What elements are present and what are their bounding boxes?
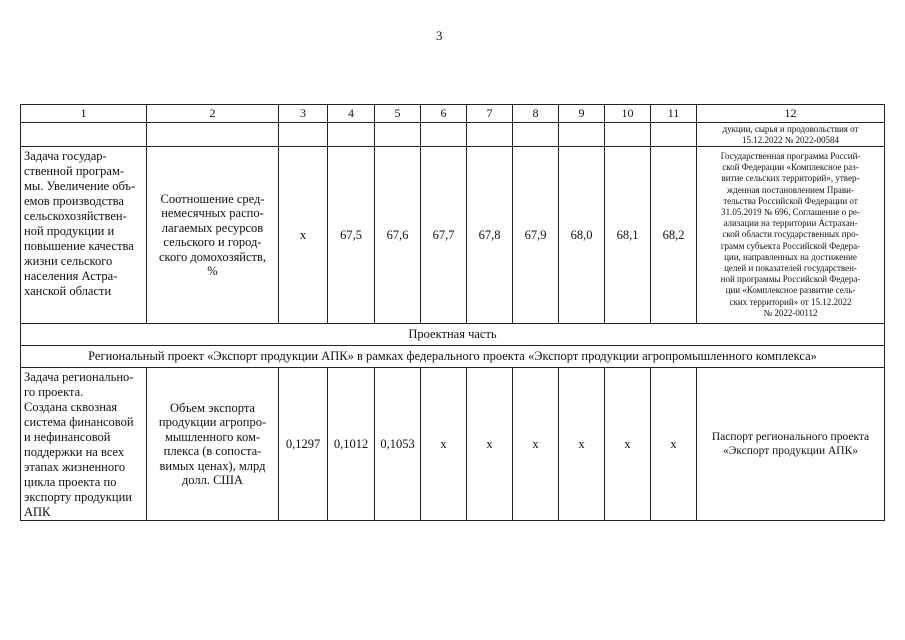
task-cell: Задача государ- ственной програм- мы. Увеличение объ- емов производства сельскохозяйствен- ной продукции и повышение качества жизни сельского населения Астра- ханской области [21, 147, 147, 324]
value-cell: 0,1053 [375, 368, 421, 521]
table-row-task [21, 147, 885, 324]
section-title: Проектная часть [21, 324, 885, 346]
header-cell: 3 [279, 105, 328, 123]
table-cell [467, 123, 513, 147]
source-cell: дукции, сырья и продовольствия от 15.12.2022 № 2022-00584 [697, 123, 885, 147]
table-cell [513, 123, 559, 147]
indicator-cell: Соотношение сред- немесячных распо- лагаемых ресурсов сельского и город- ского домохозяйств, % [147, 147, 279, 324]
header-cell: 9 [559, 105, 605, 123]
value-cell: х [421, 368, 467, 521]
header-cell: 4 [328, 105, 375, 123]
table-row-project [21, 368, 885, 521]
header-cell: 8 [513, 105, 559, 123]
table-row-continuation [21, 123, 885, 147]
header-cell: 11 [651, 105, 697, 123]
value-cell: 67,6 [375, 147, 421, 324]
indicator-cell: Объем экспорта продукции агропро- мышленного ком- плекса (в сопоста- вимых ценах), млрд долл. США [147, 368, 279, 521]
value-cell: х [605, 368, 651, 521]
table-cell [605, 123, 651, 147]
value-cell: 67,9 [513, 147, 559, 324]
table-cell [421, 123, 467, 147]
page-number: 3 [436, 28, 443, 43]
regional-project-title: Региональный проект «Экспорт продукции АПК» в рамках федерального проекта «Экспорт продукции агропромышленного комплекса» [21, 346, 885, 368]
source-cell: Государственная программа Россий- ской Федерации «Комплексное раз- витие сельских территорий», утвер- жденная постановлением Прави- тельства Российской Федерации от 31.05.2019 № 696, Соглашение о ре- ализации на территории Астрахан- ской области государственных про- грамм субъекта Российской Федера- ции, направленных на достижение целей и показателей государствен- ной программы Российской Федера- ции «Комплексное развитие сель- ских территорий» от 15.12.2022 № 2022-00112 [697, 147, 885, 324]
table-cell [559, 123, 605, 147]
value-cell: 0,1297 [279, 368, 328, 521]
value-cell: х [279, 147, 328, 324]
value-cell: 67,5 [328, 147, 375, 324]
value-cell: 0,1012 [328, 368, 375, 521]
value-cell: х [467, 368, 513, 521]
value-cell: х [513, 368, 559, 521]
header-cell: 6 [421, 105, 467, 123]
table-cell [328, 123, 375, 147]
header-cell: 5 [375, 105, 421, 123]
value-cell: 67,7 [421, 147, 467, 324]
header-cell: 12 [697, 105, 885, 123]
value-cell: х [651, 368, 697, 521]
value-cell: 68,2 [651, 147, 697, 324]
table-cell [147, 123, 279, 147]
value-cell: х [559, 368, 605, 521]
value-cell: 67,8 [467, 147, 513, 324]
header-cell: 10 [605, 105, 651, 123]
value-cell: 68,0 [559, 147, 605, 324]
header-row [21, 105, 885, 123]
header-cell: 1 [21, 105, 147, 123]
value-cell: 68,1 [605, 147, 651, 324]
header-cell: 7 [467, 105, 513, 123]
header-cell: 2 [147, 105, 279, 123]
table-cell [21, 123, 147, 147]
table-cell [279, 123, 328, 147]
table-cell [651, 123, 697, 147]
task-cell: Задача регионально- го проекта. Создана сквозная система финансовой и нефинансовой поддержки на всех этапах жизненного цикла проекта по экспорту продукции АПК [21, 368, 147, 521]
indicator-table [20, 104, 885, 521]
section-row [21, 324, 885, 346]
table-cell [375, 123, 421, 147]
source-cell: Паспорт регионального проекта «Экспорт продукции АПК» [697, 368, 885, 521]
regional-project-row [21, 346, 885, 368]
